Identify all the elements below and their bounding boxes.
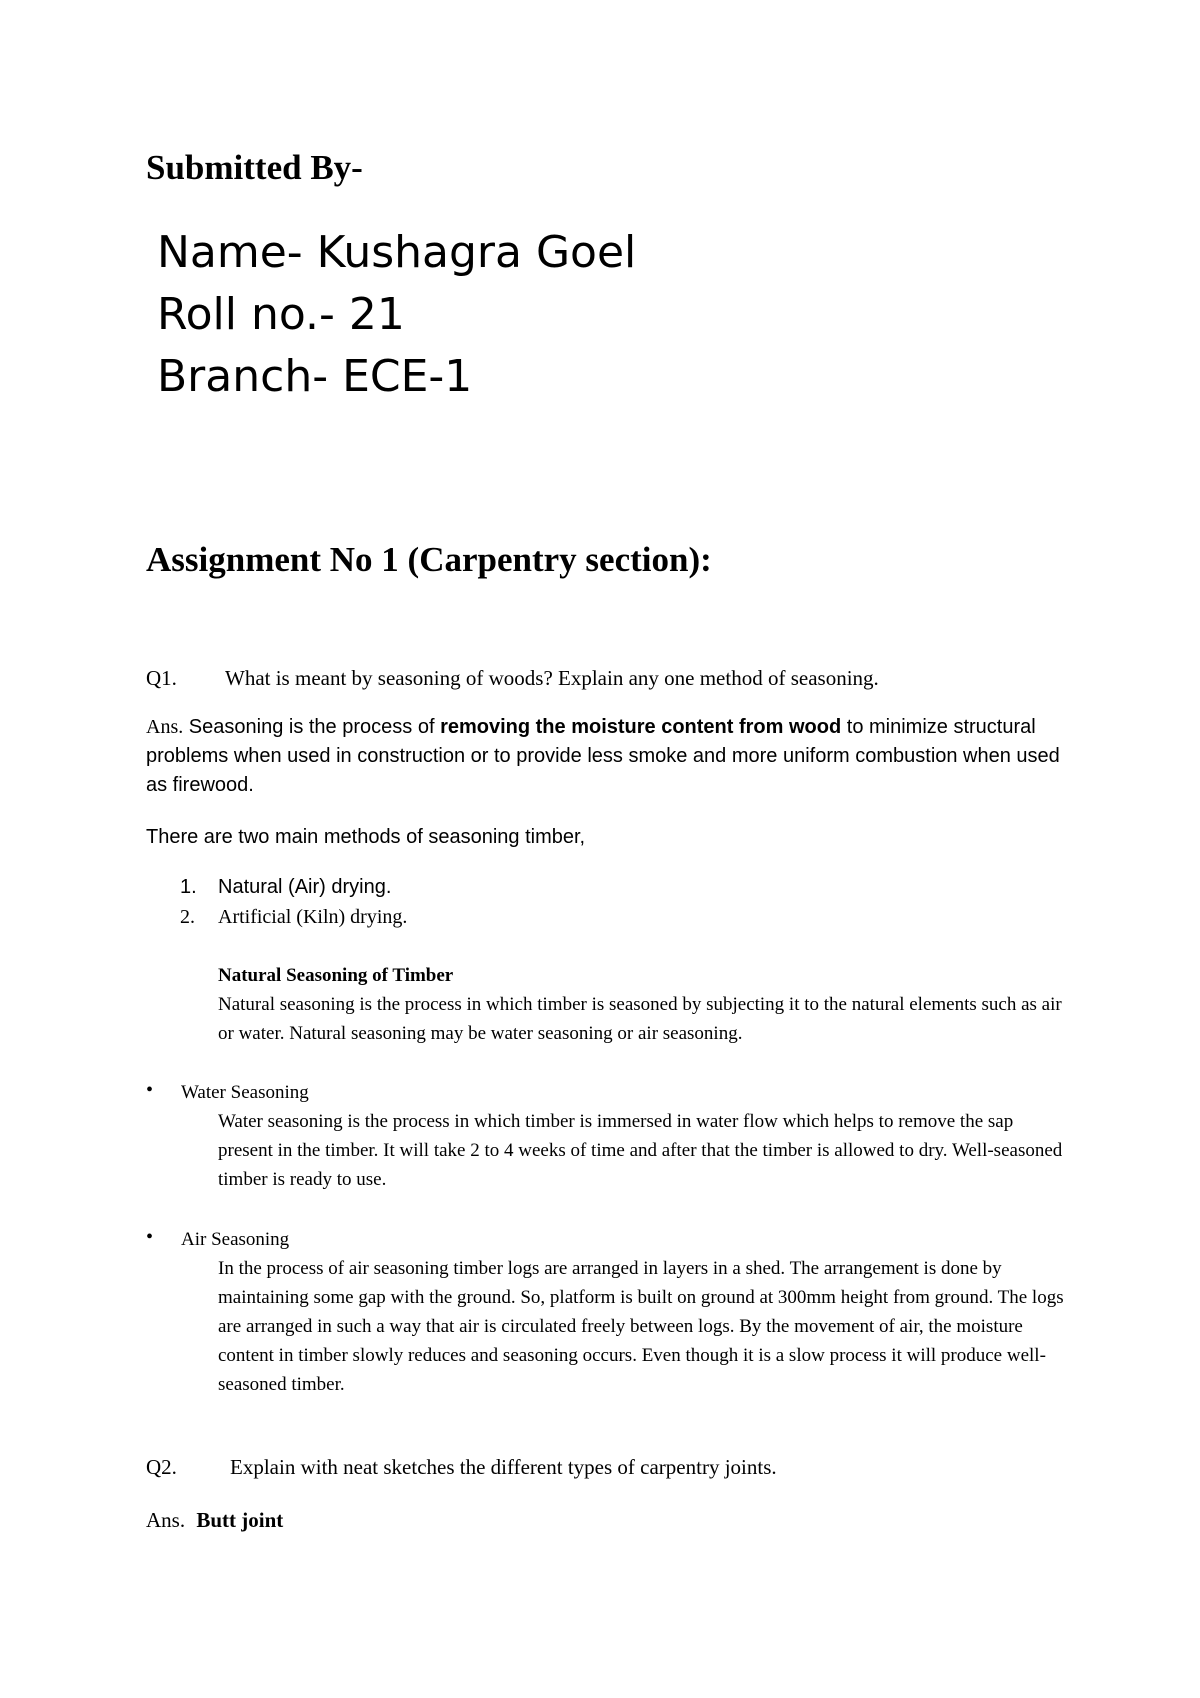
question-text: Explain with neat sketches the different types of carpentry joints. (230, 1455, 777, 1479)
methods-intro: There are two main methods of seasoning timber, (146, 826, 586, 848)
answer-text-end: to minimize structural problems when used in construction or to provide less smoke and more uniform combustion when used as firewood. (146, 716, 1060, 796)
question-number: Q1. (146, 666, 177, 690)
submitted-by-heading: Submitted By- (146, 148, 363, 187)
air-seasoning-title: Air Seasoning (181, 1229, 290, 1250)
answer-label: Ans. (146, 1508, 186, 1532)
natural-seasoning-heading: Natural Seasoning of Timber (218, 965, 454, 986)
question-2 (146, 1455, 1046, 1485)
question-text: What is meant by seasoning of woods? Explain any one method of seasoning. (225, 666, 879, 690)
answer-highlight: removing the moisture content from wood (440, 716, 842, 738)
water-seasoning-title: Water Seasoning (181, 1082, 309, 1103)
method-natural-text: Natural (Air) drying. (218, 876, 392, 898)
answer-label: Ans. (146, 716, 184, 738)
question-1 (146, 666, 1046, 696)
bullet-icon: • (146, 1079, 154, 1101)
air-seasoning-text: In the process of air seasoning timber logs are arranged in layers in a shed. The arrangement is done by maintaining some gap with the ground. So, platform is built on ground at 300mm height from ground. The logs are arranged in such a way that air is circulated freely between logs. By the movement of air, the moisture content in timber slowly reduces and seasoning occurs. Even though it is a slow process it will produce well-seasoned timber. (218, 1258, 1064, 1395)
natural-seasoning-text: Natural seasoning is the process in which timber is seasoned by subjecting it to the natural elements such as air or water. Natural seasoning may be water seasoning or air seasoning. (218, 994, 1062, 1044)
answer-heading: Butt joint (196, 1508, 284, 1532)
list-number: 1. (180, 876, 197, 898)
list-number: 2. (180, 906, 195, 928)
answer-2 (146, 1508, 283, 1533)
bullet-icon: • (146, 1226, 154, 1248)
student-name: Name- Kushagra Goel (157, 227, 637, 278)
method-list-item (180, 903, 195, 932)
method-list-item (180, 873, 197, 902)
method-artificial-text: Artificial (Kiln) drying. (218, 906, 408, 928)
student-roll: Roll no.- 21 (157, 289, 405, 340)
answer-1-paragraph (146, 713, 1066, 800)
assignment-title: Assignment No 1 (Carpentry section): (146, 540, 712, 579)
student-branch: Branch- ECE-1 (157, 351, 473, 402)
water-seasoning-text: Water seasoning is the process in which timber is immersed in water flow which helps to remove the sap present in the timber. It will take 2 to 4 weeks of time and after that the timber is allowed to dry. Well-seasoned timber is ready to use. (218, 1111, 1063, 1190)
answer-text-start: Seasoning is the process of (183, 716, 441, 738)
question-number: Q2. (146, 1455, 177, 1479)
